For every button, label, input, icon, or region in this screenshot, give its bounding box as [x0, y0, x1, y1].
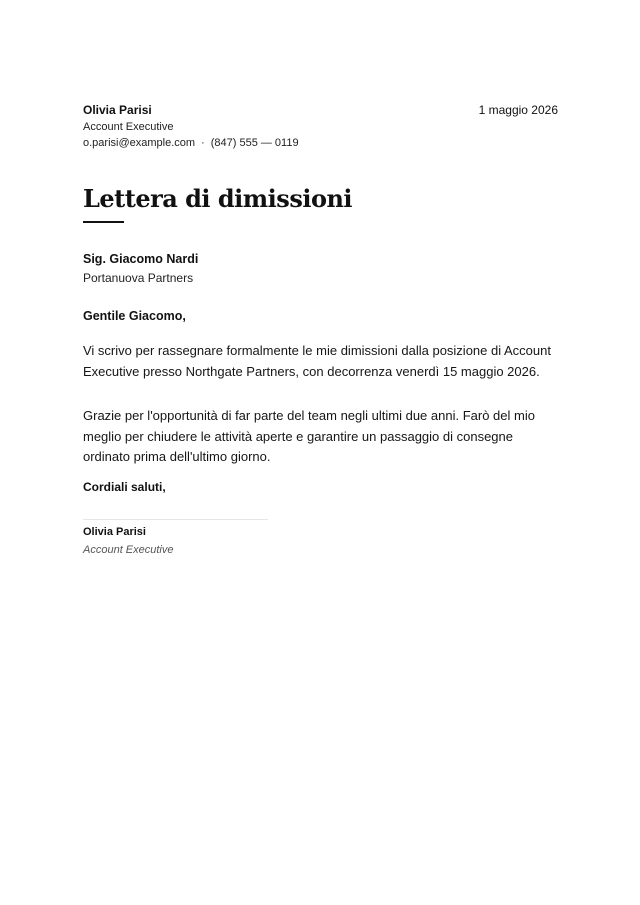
recipient-block	[83, 251, 198, 287]
letter-date: 1 maggio 2026	[478, 103, 558, 117]
recipient-name: Sig. Giacomo Nardi	[83, 252, 199, 266]
signature-role: Account Executive	[83, 544, 174, 556]
body-paragraph: Grazie per l'opportunità di far parte del team negli ultimi due anni. Farò del mio meglio per chiudere le attività aperte e garantire un passaggio di consegne ordinato prima dell'ultimo giorno.	[83, 408, 535, 464]
recipient-company: Portanuova Partners	[83, 271, 194, 285]
title-underline	[83, 221, 124, 223]
body-paragraph: Vi scrivo per rassegnare formalmente le mie dimissioni dalla posizione di Account Executive presso Northgate Partners, con decorrenza venerdì 15 maggio 2026.	[83, 343, 551, 379]
contact-separator: ·	[201, 137, 205, 149]
sender-email: o.parisi@example.com	[83, 137, 196, 149]
letter-title: Lettera di dimissioni	[83, 184, 353, 213]
sender-name: Olivia Parisi	[83, 103, 152, 117]
signature-line	[83, 519, 268, 520]
greeting: Gentile Giacomo,	[83, 309, 186, 323]
sender-phone: (847) 555 — 0119	[210, 137, 299, 149]
sender-contact	[83, 135, 299, 151]
closing: Cordiali saluti,	[83, 480, 166, 494]
sender-role: Account Executive	[83, 121, 174, 133]
sender-block	[83, 102, 299, 151]
signature-name: Olivia Parisi	[83, 526, 146, 538]
